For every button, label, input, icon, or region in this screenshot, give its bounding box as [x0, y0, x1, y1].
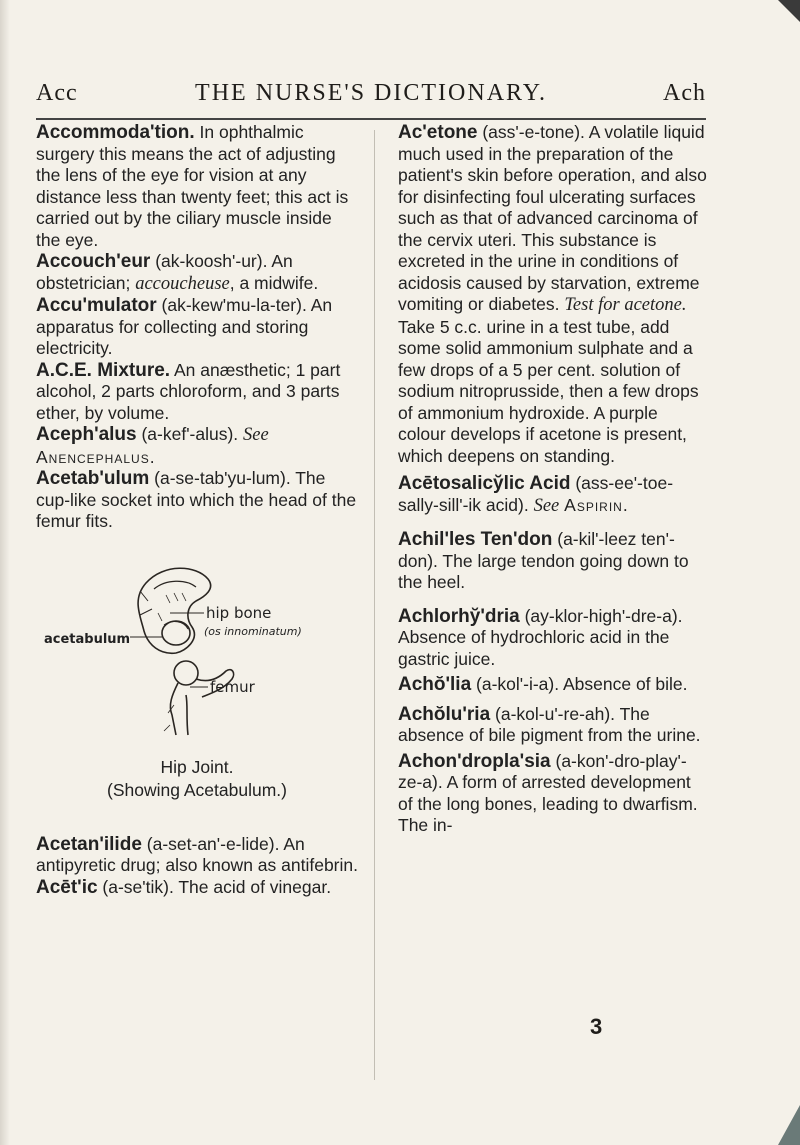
- entry-italic-subheading: Test for acetone.: [564, 295, 687, 315]
- entry-headword: Acēt'ic: [36, 876, 98, 898]
- hip-joint-illustration: [36, 555, 358, 755]
- entry-headword: Accommoda'tion.: [36, 122, 195, 143]
- entry-definition: (ay-klor-high'-dre-a). Absence of hydrochloric acid in the gastric juice.: [398, 605, 683, 669]
- entry-definition: (a-kol-u'-re-ah). The absence of bile pigment from the urine.: [398, 703, 701, 745]
- figure-label-hip-bone: hip bone: [206, 603, 272, 622]
- entry-definition-cont: , a midwife.: [229, 272, 319, 293]
- entry-acephalus: [36, 424, 358, 468]
- left-column: [36, 122, 358, 898]
- entry-acetanilide: [36, 834, 358, 877]
- entry-acetone: [398, 122, 708, 467]
- entry-definition: (a-se'tik). The acid of vinegar.: [97, 876, 332, 897]
- figure-caption-subtitle: (Showing Acetabulum.): [107, 780, 287, 800]
- entry-headword: Acetab'ulum: [36, 468, 150, 489]
- figure-caption-title: Hip Joint.: [160, 756, 234, 777]
- page-number: 3: [590, 1014, 603, 1039]
- entry-headword: Aceph'alus: [36, 424, 137, 445]
- entry-accommodation: [36, 122, 358, 251]
- entry-headword: Achŏ'lia: [398, 674, 472, 695]
- entry-headword: A.C.E. Mixture.: [36, 359, 171, 381]
- entry-definition: (a-kon'-dro-play'-ze-a). A form of arrested development of the long bones, leading to dwarfism. The in-: [398, 750, 698, 835]
- header-title: THE NURSE'S DICTIONARY.: [195, 80, 547, 106]
- entry-definition: (ass'-e-tone). A volatile liquid much used in the preparation of the patient's skin before operation, and also for disinfecting foul ulcerating surfaces such as that of advanced carcinoma of the cervix uteri. This substance is excreted in the urine in conditions of acidosis caused by starvation, extreme vomiting or diabetes.: [398, 122, 707, 314]
- entry-headword: Achlorhy̆'dria: [398, 605, 520, 627]
- entry-achilles-tendon: [398, 529, 708, 594]
- see-reference-label: See: [243, 425, 269, 445]
- entry-ace-mixture: [36, 360, 358, 425]
- entry-headword: Achŏlu'ria: [398, 703, 491, 725]
- figure-label-acetabulum: acetabulum: [44, 631, 131, 647]
- entry-headword: Acētosalicy̆lic Acid: [398, 473, 571, 494]
- entry-headword: Ac'etone: [398, 122, 478, 143]
- entry-definition: (ak-koosh'-ur). An obstetrician;: [36, 251, 293, 293]
- entry-definition: An anæsthetic; 1 part alcohol, 2 parts chloroform, and 3 parts ether, by volume.: [36, 359, 341, 423]
- cross-reference: Aspirin.: [564, 494, 629, 515]
- figure-label-femur: femur: [210, 677, 255, 696]
- right-column: [398, 122, 708, 837]
- entry-definition: (a-kil'-leez ten'-don). The large tendon going down to the heel.: [398, 529, 689, 592]
- entry-acholia: [398, 674, 708, 696]
- entry-headword: Accu'mulator: [36, 295, 157, 316]
- figure-label-os-innominatum: (os innominatum): [204, 624, 302, 638]
- cross-reference: Anencephalus.: [36, 446, 156, 467]
- entry-achondroplasia: [398, 751, 708, 837]
- page-corner-bottom-right: [778, 1105, 800, 1145]
- entry-headword: Accouch'eur: [36, 251, 151, 272]
- entry-headword: Achil'les Ten'don: [398, 529, 553, 550]
- entry-definition: In ophthalmic surgery this means the act of adjusting the lens of the eye for vision at any distance less than twenty feet; this act is carried out by the ciliary muscle inside the eye.: [36, 122, 349, 250]
- entry-definition: (ass-ee'-toe-sally-sill'-ik acid).: [398, 473, 674, 515]
- entry-acholuria: [398, 704, 708, 747]
- entry-definition: (a-set-an'-e-lide). An antipyretic drug; also known as antifebrin.: [36, 833, 358, 875]
- entry-definition: (a-kol'-i-a). Absence of bile.: [471, 674, 688, 694]
- entry-accoucheur: [36, 251, 358, 295]
- running-header: [36, 80, 706, 120]
- page-binding-edge: [0, 0, 10, 1145]
- entry-headword: Achon'dropla'sia: [398, 750, 551, 772]
- header-guide-word-left: Acc: [36, 80, 78, 106]
- hip-joint-figure: [36, 555, 358, 755]
- entry-definition: (a-se-tab'yu-lum). The cup-like socket into which the head of the femur fits.: [36, 468, 357, 531]
- entry-accumulator: [36, 295, 358, 360]
- entry-acetosalicylic-acid: [398, 473, 708, 517]
- entry-acetic: [36, 877, 358, 899]
- entry-definition: (a-kef'-alus).: [136, 424, 244, 444]
- see-reference-label: See: [533, 495, 560, 516]
- entry-headword: Acetan'ilide: [36, 833, 142, 855]
- entry-acetabulum: [36, 468, 358, 533]
- entry-italic-term: accoucheuse: [135, 273, 230, 294]
- column-divider: [374, 130, 375, 1080]
- entry-definition-cont: Take 5 c.c. urine in a test tube, add some solid ammonium sulphate and a few drops of a 5 per cent. solution of sodium nitroprusside, then a few drops of ammonium hydroxide. A purple colour develops if acetone is present, which deepens on standing.: [398, 316, 699, 466]
- header-guide-word-right: Ach: [663, 80, 706, 106]
- entry-definition: (ak-kew'mu-la-ter). An apparatus for collecting and storing electricity.: [36, 295, 333, 358]
- page-corner-top-right: [778, 0, 800, 22]
- header-rule: [36, 118, 706, 120]
- entry-achlorhydria: [398, 606, 708, 671]
